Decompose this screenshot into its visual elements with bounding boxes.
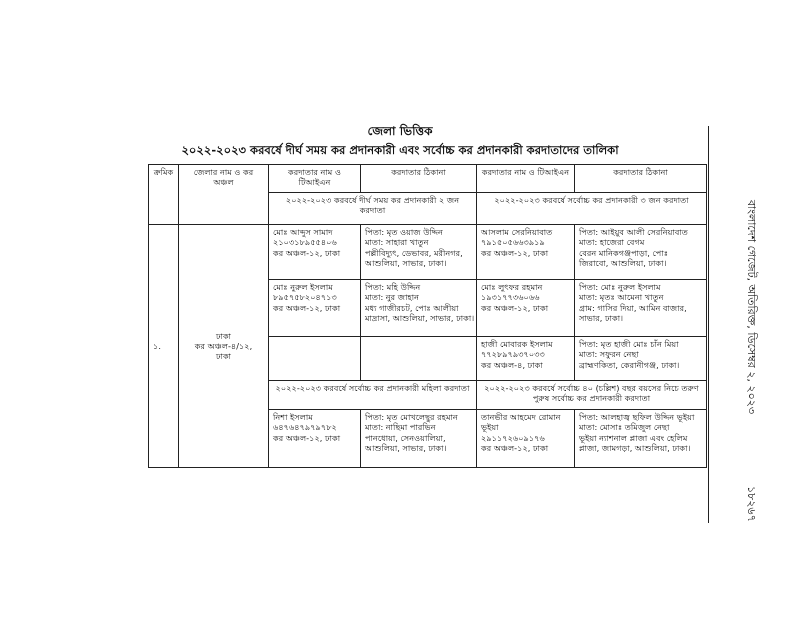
address-line: মাতা: সাহারা খাতুন bbox=[365, 237, 429, 248]
taxpayer-tin: ৭৯১৫০৫৬৬৩৯১৯ bbox=[481, 237, 545, 248]
address-line: আশুলিয়া, সাভার, ঢাকা। bbox=[365, 442, 447, 453]
name-tin-cell bbox=[477, 337, 575, 381]
taxpayer-name: আসলাম সেরনিয়াবাত bbox=[481, 227, 553, 237]
section-highest: ২০২২-২০২৩ করবর্ষে সর্বোচ্চ কর প্রদানকারী ৩ জন করদাতা bbox=[477, 193, 707, 225]
col-name-tin-header: করদাতার নাম ও টিআইএন bbox=[477, 165, 575, 193]
gazette-header-text: বাংলাদেশ গেজেট, অতিরিক্ত, ডিসেম্বর ২, ২০২৩ bbox=[745, 200, 758, 415]
address-line: মাতা: সফুরন নেছা bbox=[579, 349, 639, 360]
empty-cell bbox=[269, 337, 361, 381]
col-serial-header: ক্রমিক bbox=[149, 165, 179, 225]
name-tin-cell bbox=[269, 280, 361, 337]
address-line: বেরন মানিকগঞ্জপাড়া, পোঃ bbox=[579, 247, 669, 258]
name-tin-cell bbox=[477, 280, 575, 337]
address-line: সাভার, ঢাকা। bbox=[579, 312, 624, 323]
address-line: মাতা: মৃতঃ আমেনা খাতুন bbox=[579, 292, 664, 303]
taxpayer-name: হাজী মোবারক ইসলাম bbox=[481, 339, 553, 349]
tax-zone: কর অঞ্চল-১২, ঢাকা bbox=[481, 302, 549, 313]
serial-cell: ১. bbox=[149, 225, 179, 468]
address-line: পিতা: মহি উদ্দিন bbox=[365, 282, 421, 292]
address-line: ভূইয়া ন্যাশনাল প্লাজা এবং হেলিম bbox=[579, 432, 688, 443]
taxpayer-tin: ১৯৩১৭৭৩৬০৬৬ bbox=[481, 292, 540, 303]
taxpayer-name: মোঃ আব্দুস সামাদ bbox=[273, 227, 333, 237]
district-city: ঢাকা bbox=[215, 351, 232, 362]
address-line: মাতা: হাজেরা বেগম bbox=[579, 237, 645, 248]
district-zone: কর অঞ্চল-৪/১২, bbox=[194, 340, 253, 351]
col-address-header: করদাতার ঠিকানা bbox=[575, 165, 707, 193]
tax-zone: কর অঞ্চল-১২, ঢাকা bbox=[273, 432, 341, 443]
address-cell bbox=[361, 280, 477, 337]
taxpayer-tin: ২৯১১৭২৬০৯১৭৬ bbox=[481, 432, 545, 443]
name-tin-cell bbox=[269, 225, 361, 280]
address-line: মধ্য গাজীরচট, পোঃ আলীয়া bbox=[365, 302, 459, 313]
name-tin-cell bbox=[477, 225, 575, 280]
address-line: মাতা: নুর জাহান bbox=[365, 292, 420, 303]
tax-zone: কর অঞ্চল-৪, ঢাকা bbox=[481, 359, 543, 370]
empty-cell bbox=[361, 337, 477, 381]
address-line: পিতা: মৃত মোখলেছুর রহমান bbox=[365, 412, 458, 422]
address-line: গ্রাম: গাসির দিয়া, আমিন বাজার, bbox=[579, 302, 687, 313]
address-cell bbox=[361, 410, 477, 468]
taxpayer-name: নিশা ইসলাম bbox=[273, 412, 313, 422]
table-row bbox=[149, 225, 707, 280]
address-cell bbox=[575, 225, 707, 280]
address-line: পিতা: মোঃ নুরুল ইসলাম bbox=[579, 282, 661, 292]
taxpayer-tin: ৮৯৫৭৫৮২০৪৭১৩ bbox=[273, 292, 337, 303]
taxpayer-table bbox=[148, 164, 707, 468]
address-line: মাদ্রাসা, আশুলিয়া, সাভার, ঢাকা। bbox=[365, 312, 475, 323]
taxpayer-name: মোঃ লুৎফর রহমান bbox=[481, 282, 543, 292]
section-long-time: ২০২২-২০২৩ করবর্ষে দীর্ঘ সময় কর প্রদানকারী ২ জন করদাতা bbox=[269, 193, 477, 225]
tax-zone: কর অঞ্চল-১২, ঢাকা bbox=[481, 442, 549, 453]
district-name: ঢাকা bbox=[215, 330, 232, 341]
address-cell bbox=[575, 337, 707, 381]
address-line: আশুলিয়া, সাভার, ঢাকা। bbox=[365, 257, 447, 268]
address-line: পিতা: মৃত হাজী মোঃ চাঁন মিয়া bbox=[579, 339, 679, 349]
taxpayer-name: তানভীর আহমেদ রোমান bbox=[481, 412, 561, 422]
table-header-row bbox=[149, 165, 707, 193]
col-name-tin-header: করদাতার নাম ও টিআইএন bbox=[269, 165, 361, 193]
address-line: প্লাজা, জামগড়া, আশুলিয়া, ঢাকা। bbox=[579, 442, 691, 453]
section-female: ২০২২-২০২৩ করবর্ষে সর্বোচ্চ কর প্রদানকারী মহিলা করদাতা bbox=[269, 381, 477, 410]
address-cell bbox=[575, 410, 707, 468]
address-line: মাতা: নাছিমা পারভিন bbox=[365, 422, 436, 433]
page-number-text: ১৮২৬৭ bbox=[745, 486, 758, 522]
name-tin-cell bbox=[269, 410, 361, 468]
address-line: পিতা: আলহাজ্ব ছফিল উদ্দিন ভূইয়া bbox=[579, 412, 695, 422]
address-line: ব্রাহ্মণকিতা, কেরানীগঞ্জ, ঢাকা। bbox=[579, 359, 680, 370]
address-line: পিতা: আইয়ুব আলী সেরনিয়াবাত bbox=[579, 227, 688, 237]
tax-zone: কর অঞ্চল-১২, ঢাকা bbox=[273, 247, 341, 258]
address-line: পল্লীবিদ্যুৎ, ডেভাবর, মরীনগর, bbox=[365, 247, 463, 258]
address-line: জিরাবো, আশুলিয়া, ঢাকা। bbox=[579, 257, 667, 268]
address-cell bbox=[361, 225, 477, 280]
doc-title: ২০২২-২০২৩ করবর্ষে দীর্ঘ সময় কর প্রদানকারী এবং সর্বোচ্চ কর প্রদানকারী করদাতাদের তালিকা bbox=[181, 143, 619, 157]
taxpayer-name: মোঃ নুরুল ইসলাম bbox=[273, 282, 333, 292]
name-tin-cell bbox=[477, 410, 575, 468]
margin-rule bbox=[708, 126, 709, 523]
taxpayer-tin: ৬৪৭৬৪৭৯৭৯৭৮২ bbox=[273, 422, 337, 433]
taxpayer-tin: ২১০৩১৮৯৫৫৪০৬ bbox=[273, 237, 337, 248]
taxpayer-tin: ৭৭২৮৯৭৯৩৭০৩৩ bbox=[481, 349, 545, 360]
doc-heading: জেলা ভিত্তিক bbox=[367, 124, 433, 138]
col-district-header: জেলার নাম ও কর অঞ্চল bbox=[179, 165, 269, 225]
col-address-header: করদাতার ঠিকানা bbox=[361, 165, 477, 193]
taxpayer-name: ভূইয়া bbox=[481, 422, 499, 433]
address-line: মাতা: মোসাঃ তমিজুল নেছা bbox=[579, 422, 670, 433]
district-cell bbox=[179, 225, 269, 468]
address-cell bbox=[575, 280, 707, 337]
address-line: পানধোয়া, সেনওয়ালিয়া, bbox=[365, 432, 446, 443]
tax-zone: কর অঞ্চল-১২, ঢাকা bbox=[481, 247, 549, 258]
address-line: পিতা: মৃত ওয়াজ উদ্দিন bbox=[365, 227, 443, 237]
tax-zone: কর অঞ্চল-১২, ঢাকা bbox=[273, 302, 341, 313]
section-young: ২০২২-২০২৩ করবর্ষে সর্বোচ্চ ৪০ (চল্লিশ) বছর বয়সের নিচে তরুণ পুরুষ সর্বোচ্চ কর প্রদানকারী করদাতা bbox=[477, 381, 707, 410]
